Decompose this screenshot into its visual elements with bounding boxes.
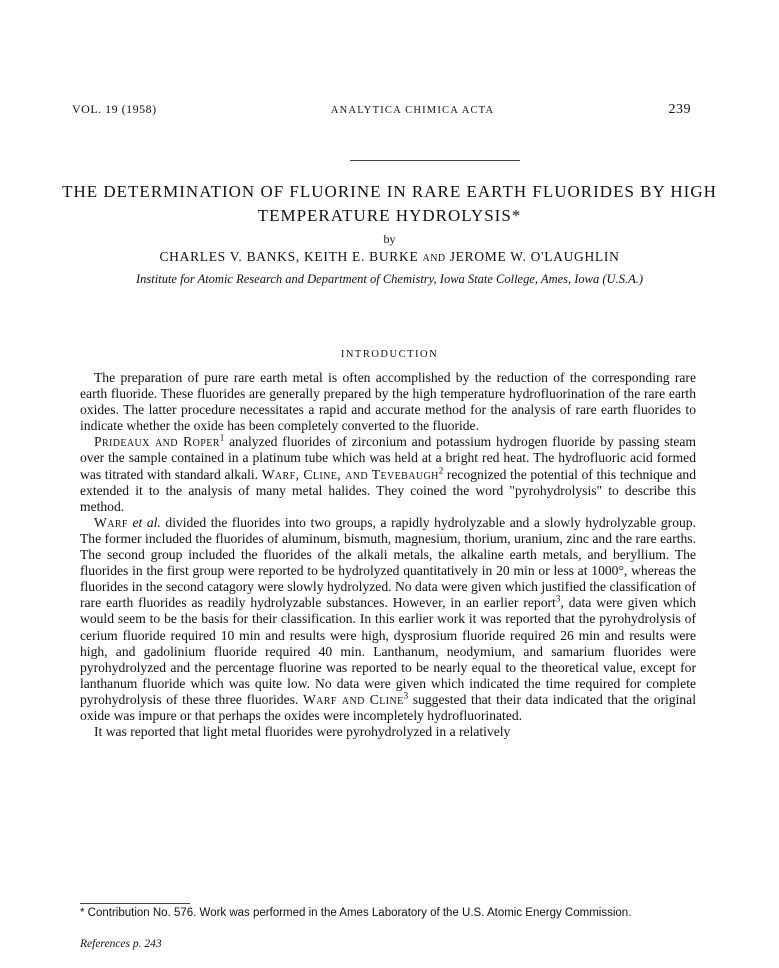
paragraph-text: recognized the potential of this technique and extended it to the analysis of many metal halides. They coined the word "pyrohydrolysis" to describe this method. [80, 466, 696, 514]
author-citation: Warf and Cline [302, 691, 404, 707]
authors [0, 249, 779, 265]
affiliation: Institute for Atomic Research and Department of Chemistry, Iowa State College, Ames, Iowa (U.S.A.) [136, 272, 643, 286]
by-line: by [383, 232, 396, 246]
footnote-rule [80, 903, 190, 904]
paragraph-3 [80, 515, 696, 724]
volume-label: VOL. 19 (1958) [72, 102, 157, 116]
page-number: 239 [668, 102, 691, 117]
reference-marker: 3 [555, 593, 561, 604]
author-names-2: JEROME W. O'LAUGHLIN [449, 249, 620, 264]
references-note: References p. 243 [80, 938, 162, 950]
body-text [80, 370, 696, 740]
journal-name: ANALYTICA CHIMICA ACTA [330, 105, 495, 116]
article-title: THE DETERMINATION OF FLUORINE IN RARE EARTH FLUORIDES BY HIGH TEMPERATURE HYDROLYSIS* [62, 182, 717, 225]
author-citation: Prideaux and Roper [94, 434, 220, 450]
author-citation: Warf, Cline, and Tevebaugh [261, 466, 439, 482]
paragraph-text: divided the fluorides into two groups, a rapidly hydrolyzable and a slowly hydrolyzable group. The former included the fluorides of aluminum, bismuth, magnesium, thorium, uranium, zinc and the rare earths. The second group included the fluorides of the alkali metals, the alkaline earth metals, and beryllium. The fluorides in the first group were reported to be hydrolyzed quantitatively in 20 min or less at 1000°, whereas the fluorides in the second catagory were slowly hydrolyzed. No data were given which justified the classification of rare earth fluorides as readily hydrolyzable substances. However, in an earlier report [80, 514, 696, 611]
paragraph-text: suggested that their data indicated that the original oxide was impure or that perhaps the oxides were incompletely hydrofluorinated. [80, 691, 696, 723]
paragraph-4: It was reported that light metal fluorides were pyrohydrolyzed in a relatively [94, 724, 511, 740]
et-al: et al. [132, 514, 161, 530]
paragraph-text: , data were given which would seem to be the basis for their classification. In this earlier work it was reported that the pyrohydrolysis of cerium fluoride required 10 min and results were high, dysprosium fluoride required 26 min and results were high, and gadolinium fluoride required 40 min. Lanthanum, neodymium, and samarium fluorides were pyrohydrolyzed and the percentage fluorine was reported to be nearly equal to the theoretical value, except for lanthanum fluoride which was quite low. No data were given which indicated the time required for complete pyrohydrolysis of these three fluorides. [80, 595, 697, 707]
paragraph-1: The preparation of pure rare earth metal is often accomplished by the reduction of the corresponding rare earth fluoride. These fluorides are generally prepared by the high temperature hydrofluorination of the rare earth oxides. The latter procedure necessitates a rapid and accurate method for the analysis of rare earth fluorides to indicate whether the oxide has been completely converted to the fluoride. [80, 370, 696, 434]
reference-marker: 2 [438, 465, 444, 476]
title-rule [350, 160, 520, 161]
authors-and: AND [422, 253, 446, 264]
section-heading: INTRODUCTION [340, 349, 439, 360]
footnote: * Contribution No. 576. Work was performed in the Ames Laboratory of the U.S. Atomic Energy Commission. [80, 907, 632, 919]
reference-marker: 3 [403, 690, 409, 701]
paragraph-2 [80, 434, 696, 514]
author-names-1: CHARLES V. BANKS, KEITH E. BURKE [159, 249, 419, 264]
author-citation: Warf [94, 514, 128, 530]
paragraph-text: analyzed fluorides of zirconium and potassium hydrogen fluoride by passing steam over the sample contained in a platinum tube which was held at a bright red heat. The hydrofluoric acid formed was titrated with standard alkali. [80, 434, 697, 482]
running-head [72, 102, 691, 118]
reference-marker: 1 [219, 432, 225, 443]
